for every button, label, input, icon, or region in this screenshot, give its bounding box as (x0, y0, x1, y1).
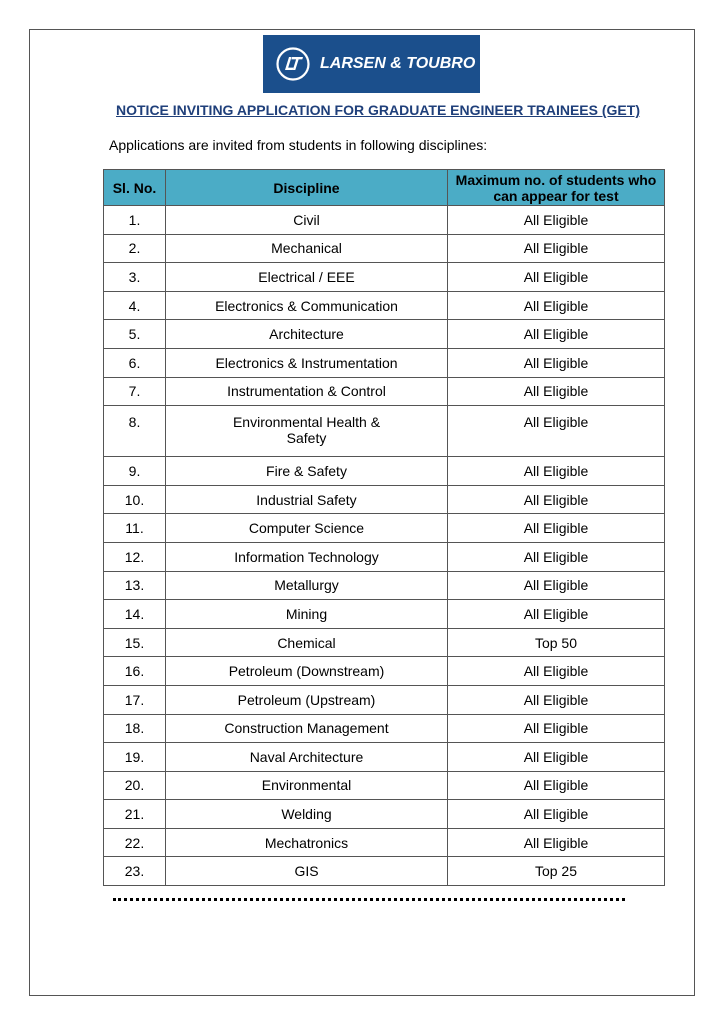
sl-no-cell (104, 828, 166, 857)
sl-no-cell-text: 4. (128, 297, 141, 314)
sl-no-cell-text: 14. (124, 605, 145, 622)
discipline-cell (166, 800, 448, 829)
max-students-cell-text: All Eligible (523, 806, 589, 823)
max-students-cell-text: All Eligible (523, 691, 589, 708)
discipline-cell (166, 320, 448, 349)
sl-no-cell (104, 714, 166, 743)
sl-no-cell-text: 21. (124, 806, 145, 823)
table-row (104, 828, 665, 857)
discipline-cell-text: Electronics & Instrumentation (215, 354, 398, 371)
max-students-cell-text: All Eligible (523, 834, 589, 851)
sl-no-cell-text: 16. (124, 663, 145, 680)
company-logo (263, 35, 480, 93)
table-row (104, 206, 665, 235)
max-students-cell-text: All Eligible (523, 268, 589, 285)
max-students-cell (448, 828, 665, 857)
sl-no-cell (104, 457, 166, 486)
max-students-cell-text: All Eligible (523, 354, 589, 371)
discipline-cell (166, 377, 448, 406)
discipline-cell-text: Construction Management (224, 720, 389, 737)
discipline-cell (166, 206, 448, 235)
sl-no-cell-text: 6. (128, 354, 141, 371)
sl-no-cell-text: 3. (128, 268, 141, 285)
sl-no-cell (104, 628, 166, 657)
header-max-students: Maximum no. of students who can appear for test (448, 170, 665, 206)
sl-no-cell (104, 263, 166, 292)
discipline-cell (166, 857, 448, 886)
max-students-cell (448, 485, 665, 514)
max-students-cell-text: All Eligible (523, 462, 589, 479)
max-students-cell (448, 406, 665, 457)
sl-no-cell-text: 2. (128, 240, 141, 257)
table-row (104, 542, 665, 571)
table-row (104, 291, 665, 320)
sl-no-cell (104, 377, 166, 406)
max-students-cell (448, 234, 665, 263)
max-students-cell (448, 628, 665, 657)
notice-title: NOTICE INVITING APPLICATION FOR GRADUATE ENGINEER TRAINEES (GET) (116, 102, 640, 118)
logo-text: LARSEN & TOUBRO (320, 55, 476, 72)
table-row (104, 628, 665, 657)
discipline-cell-text: Mechatronics (264, 834, 349, 851)
table-row (104, 800, 665, 829)
discipline-cell-text: Computer Science (248, 520, 365, 537)
max-students-cell-text: All Eligible (523, 577, 589, 594)
discipline-cell-text: Electronics & Communication (215, 297, 398, 314)
table-row (104, 657, 665, 686)
table-row (104, 406, 665, 457)
max-students-cell (448, 600, 665, 629)
table-header-row (104, 170, 665, 206)
sl-no-cell-text: 10. (124, 491, 145, 508)
discipline-cell-text: Petroleum (Downstream) (228, 663, 385, 680)
discipline-cell (166, 234, 448, 263)
max-students-cell (448, 263, 665, 292)
discipline-cell (166, 291, 448, 320)
table-row (104, 514, 665, 543)
table-row (104, 857, 665, 886)
header-discipline: Discipline (166, 170, 448, 206)
discipline-cell (166, 600, 448, 629)
sl-no-cell-text: 1. (128, 211, 141, 228)
discipline-cell (166, 685, 448, 714)
sl-no-cell (104, 657, 166, 686)
sl-no-cell (104, 206, 166, 235)
discipline-cell (166, 542, 448, 571)
max-students-cell-text: All Eligible (523, 548, 589, 565)
max-students-cell (448, 800, 665, 829)
sl-no-cell-text: 18. (124, 720, 145, 737)
sl-no-cell (104, 800, 166, 829)
sl-no-cell (104, 234, 166, 263)
sl-no-cell-text: 17. (124, 691, 145, 708)
discipline-cell-text: Architecture (269, 326, 344, 343)
sl-no-cell (104, 320, 166, 349)
sl-no-cell-text: 20. (124, 777, 145, 794)
discipline-cell (166, 571, 448, 600)
sl-no-cell (104, 485, 166, 514)
table-row (104, 263, 665, 292)
discipline-cell (166, 657, 448, 686)
discipline-cell-text: Environmental (261, 777, 352, 794)
max-students-cell (448, 571, 665, 600)
discipline-cell (166, 406, 448, 457)
max-students-cell-text: All Eligible (523, 748, 589, 765)
discipline-cell (166, 348, 448, 377)
max-students-cell (448, 320, 665, 349)
discipline-cell-text: GIS (294, 863, 319, 880)
dotted-separator (113, 898, 625, 901)
table-row (104, 485, 665, 514)
discipline-cell-text: Mechanical (271, 240, 342, 257)
sl-no-cell (104, 771, 166, 800)
discipline-cell-text: Civil (293, 211, 320, 228)
max-students-cell (448, 291, 665, 320)
discipline-cell (166, 485, 448, 514)
sl-no-cell-text: 5. (128, 326, 141, 343)
sl-no-cell (104, 291, 166, 320)
sl-no-cell-text: 8. (128, 414, 141, 431)
discipline-cell-text: Industrial Safety (256, 491, 357, 508)
discipline-cell-text: Petroleum (Upstream) (237, 691, 376, 708)
discipline-cell-text: Mining (285, 605, 328, 622)
sl-no-cell-text: 19. (124, 748, 145, 765)
max-students-cell-text: Top 25 (534, 863, 578, 880)
discipline-cell-text: Welding (281, 806, 332, 823)
max-students-cell (448, 714, 665, 743)
max-students-cell-text: All Eligible (523, 211, 589, 228)
max-students-cell-text: All Eligible (523, 520, 589, 537)
max-students-cell-text: All Eligible (523, 777, 589, 794)
table-row (104, 348, 665, 377)
max-students-cell-text: All Eligible (523, 414, 589, 431)
max-students-cell (448, 657, 665, 686)
sl-no-cell-text: 13. (124, 577, 145, 594)
discipline-cell-text: Instrumentation & Control (227, 383, 386, 400)
table-row (104, 600, 665, 629)
sl-no-cell-text: 22. (124, 834, 145, 851)
intro-text: Applications are invited from students in following disciplines: (109, 137, 488, 153)
max-students-cell-text: Top 50 (534, 634, 578, 651)
header-sl-no: Sl. No. (104, 170, 166, 206)
sl-no-cell (104, 571, 166, 600)
discipline-cell-text: Chemical (277, 634, 336, 651)
discipline-cell (166, 714, 448, 743)
max-students-cell (448, 857, 665, 886)
max-students-cell (448, 206, 665, 235)
sl-no-cell-text: 7. (128, 383, 141, 400)
table-row (104, 234, 665, 263)
sl-no-cell-text: 11. (125, 520, 144, 537)
max-students-cell-text: All Eligible (523, 605, 589, 622)
table-row (104, 377, 665, 406)
discipline-cell-text: Naval Architecture (249, 748, 364, 765)
sl-no-cell (104, 542, 166, 571)
discipline-cell-text: Information Technology (234, 548, 379, 565)
table-row (104, 457, 665, 486)
table-row (104, 571, 665, 600)
lt-emblem-icon (275, 46, 311, 82)
max-students-cell-text: All Eligible (523, 383, 589, 400)
discipline-cell (166, 743, 448, 772)
sl-no-cell (104, 743, 166, 772)
sl-no-cell-text: 15. (124, 634, 145, 651)
max-students-cell-text: All Eligible (523, 491, 589, 508)
table-row (104, 771, 665, 800)
discipline-cell (166, 628, 448, 657)
table-row (104, 685, 665, 714)
discipline-cell (166, 457, 448, 486)
max-students-cell-text: All Eligible (523, 720, 589, 737)
sl-no-cell (104, 685, 166, 714)
discipline-cell (166, 828, 448, 857)
disciplines-table (103, 169, 665, 886)
discipline-cell-text: Metallurgy (274, 577, 339, 594)
sl-no-cell (104, 406, 166, 457)
max-students-cell (448, 514, 665, 543)
table-row (104, 320, 665, 349)
discipline-cell (166, 771, 448, 800)
sl-no-cell (104, 857, 166, 886)
discipline-cell-text: Electrical / EEE (258, 268, 355, 285)
sl-no-cell (104, 514, 166, 543)
sl-no-cell (104, 600, 166, 629)
table-row (104, 714, 665, 743)
sl-no-cell-text: 12. (124, 548, 145, 565)
max-students-cell (448, 377, 665, 406)
max-students-cell (448, 542, 665, 571)
max-students-cell-text: All Eligible (523, 663, 589, 680)
max-students-cell (448, 457, 665, 486)
discipline-cell-text: Environmental Health & Safety (232, 414, 381, 447)
sl-no-cell (104, 348, 166, 377)
max-students-cell (448, 771, 665, 800)
max-students-cell (448, 348, 665, 377)
sl-no-cell-text: 23. (124, 863, 145, 880)
max-students-cell-text: All Eligible (523, 297, 589, 314)
sl-no-cell-text: 9. (128, 462, 141, 479)
discipline-cell (166, 263, 448, 292)
max-students-cell-text: All Eligible (523, 326, 589, 343)
max-students-cell (448, 743, 665, 772)
max-students-cell (448, 685, 665, 714)
max-students-cell-text: All Eligible (523, 240, 589, 257)
discipline-cell (166, 514, 448, 543)
discipline-cell-text: Fire & Safety (266, 462, 347, 479)
table-row (104, 743, 665, 772)
